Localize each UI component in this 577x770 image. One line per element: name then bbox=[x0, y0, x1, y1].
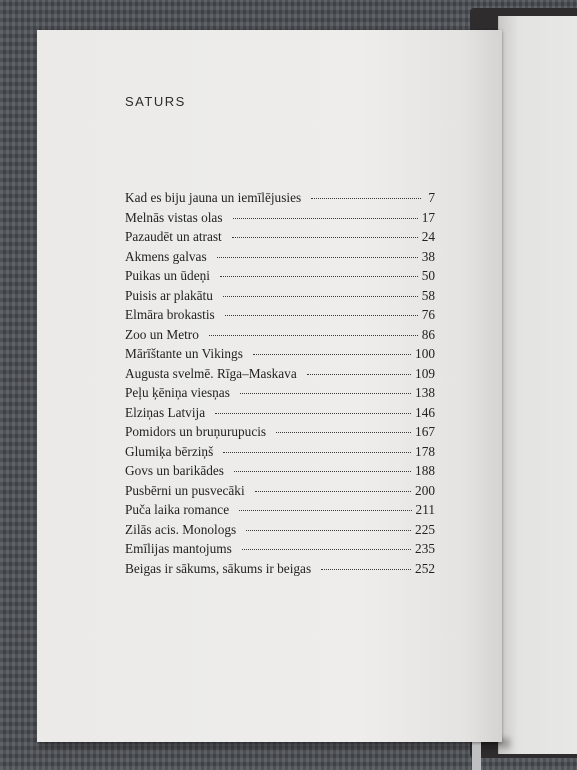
toc-entry-page-number: 211 bbox=[415, 502, 435, 517]
dot-leader bbox=[215, 413, 411, 414]
toc-entry bbox=[125, 307, 435, 327]
toc-entry-page-number: 178 bbox=[415, 443, 435, 459]
toc-entry-title: Zoo un Metro bbox=[125, 326, 199, 342]
toc-entry-page-number: 50 bbox=[421, 268, 435, 283]
toc-entry bbox=[125, 288, 435, 308]
dot-leader bbox=[311, 198, 421, 199]
toc-entry-page-number: 200 bbox=[415, 482, 435, 498]
toc-entry-title: Kad es biju jauna un iemīlējusies bbox=[125, 190, 302, 205]
toc-entry-page-number: 252 bbox=[415, 560, 435, 576]
toc-entry-page-number: 138 bbox=[415, 385, 435, 400]
toc-entry-title: Augusta svelmē. Rīga–Maskava bbox=[125, 365, 297, 381]
dot-leader bbox=[307, 374, 411, 375]
toc-entry-title: Glumiķa bērziņš bbox=[125, 443, 214, 459]
toc-entry-title: Akmens galvas bbox=[125, 248, 207, 264]
toc-entry-page-number: 167 bbox=[415, 424, 435, 439]
toc-entry-title: Govs un barikādes bbox=[125, 463, 224, 478]
toc-entry bbox=[125, 268, 435, 288]
dot-leader bbox=[239, 510, 411, 511]
toc-entry-title: Elziņas Latvija bbox=[125, 404, 206, 420]
toc-entry-title: Puikas un ūdeņi bbox=[125, 268, 210, 283]
toc-entry-title: Pusbērni un pusvecāki bbox=[125, 482, 245, 498]
toc-entry-title: Beigas ir sākums, sākums ir beigas bbox=[125, 560, 312, 576]
toc-entry bbox=[125, 541, 435, 561]
toc-entry-title: Puča laika romance bbox=[125, 502, 230, 517]
toc-entry-title: Puisis ar plakātu bbox=[125, 287, 213, 303]
toc-entry-page-number: 109 bbox=[415, 365, 435, 381]
toc-entry bbox=[125, 366, 435, 386]
toc-entry-title: Emīlijas mantojums bbox=[125, 541, 232, 556]
toc-entry bbox=[125, 327, 435, 347]
toc-entry-page-number: 38 bbox=[421, 248, 435, 264]
toc-entry-page-number: 225 bbox=[415, 521, 435, 537]
toc-entry-title: Pomidors un bruņurupucis bbox=[125, 424, 267, 439]
toc-entry-page-number: 235 bbox=[415, 541, 435, 556]
toc-entry bbox=[125, 249, 435, 269]
toc-entry-page-number: 58 bbox=[421, 287, 435, 303]
dot-leader bbox=[242, 549, 411, 550]
dot-leader bbox=[253, 354, 411, 355]
dot-leader bbox=[276, 432, 411, 433]
dot-leader bbox=[234, 471, 411, 472]
toc-entry-page-number: 100 bbox=[415, 346, 435, 361]
toc-entry bbox=[125, 405, 435, 425]
dot-leader bbox=[217, 257, 418, 258]
table-of-contents bbox=[125, 190, 435, 580]
toc-entry bbox=[125, 346, 435, 366]
toc-entry bbox=[125, 210, 435, 230]
toc-entry-page-number: 146 bbox=[415, 404, 435, 420]
dot-leader bbox=[255, 491, 411, 492]
toc-entry bbox=[125, 483, 435, 503]
dot-leader bbox=[220, 276, 418, 277]
toc-entry-title: Peļu ķēniņa viesņas bbox=[125, 385, 230, 400]
toc-entry-page-number: 17 bbox=[421, 209, 435, 225]
dot-leader bbox=[223, 452, 411, 453]
toc-entry bbox=[125, 463, 435, 483]
toc-entry-title: Pazaudēt un atrast bbox=[125, 229, 222, 244]
toc-entry bbox=[125, 561, 435, 581]
toc-entry-title: Mārīštante un Vikings bbox=[125, 346, 243, 361]
dot-leader bbox=[240, 393, 411, 394]
toc-entry bbox=[125, 444, 435, 464]
toc-entry bbox=[125, 522, 435, 542]
right-page-edge bbox=[498, 16, 577, 754]
toc-entry-page-number: 7 bbox=[428, 190, 435, 205]
toc-entry bbox=[125, 424, 435, 444]
toc-entry-title: Melnās vistas olas bbox=[125, 209, 223, 225]
toc-entry-page-number: 86 bbox=[421, 326, 435, 342]
toc-entry bbox=[125, 502, 435, 522]
dot-leader bbox=[233, 218, 418, 219]
dot-leader bbox=[223, 296, 418, 297]
toc-entry-page-number: 76 bbox=[421, 307, 435, 322]
contents-page bbox=[37, 30, 502, 742]
dot-leader bbox=[225, 315, 418, 316]
dot-leader bbox=[209, 335, 418, 336]
toc-entry-title: Elmāra brokastis bbox=[125, 307, 215, 322]
toc-entry bbox=[125, 190, 435, 210]
dot-leader bbox=[232, 237, 418, 238]
dot-leader bbox=[246, 530, 411, 531]
toc-entry-title: Zilās acis. Monologs bbox=[125, 521, 237, 537]
dot-leader bbox=[321, 569, 411, 570]
toc-entry bbox=[125, 229, 435, 249]
toc-entry bbox=[125, 385, 435, 405]
toc-entry-page-number: 188 bbox=[415, 463, 435, 478]
toc-entry-page-number: 24 bbox=[421, 229, 435, 244]
page-title: SATURS bbox=[125, 94, 186, 109]
